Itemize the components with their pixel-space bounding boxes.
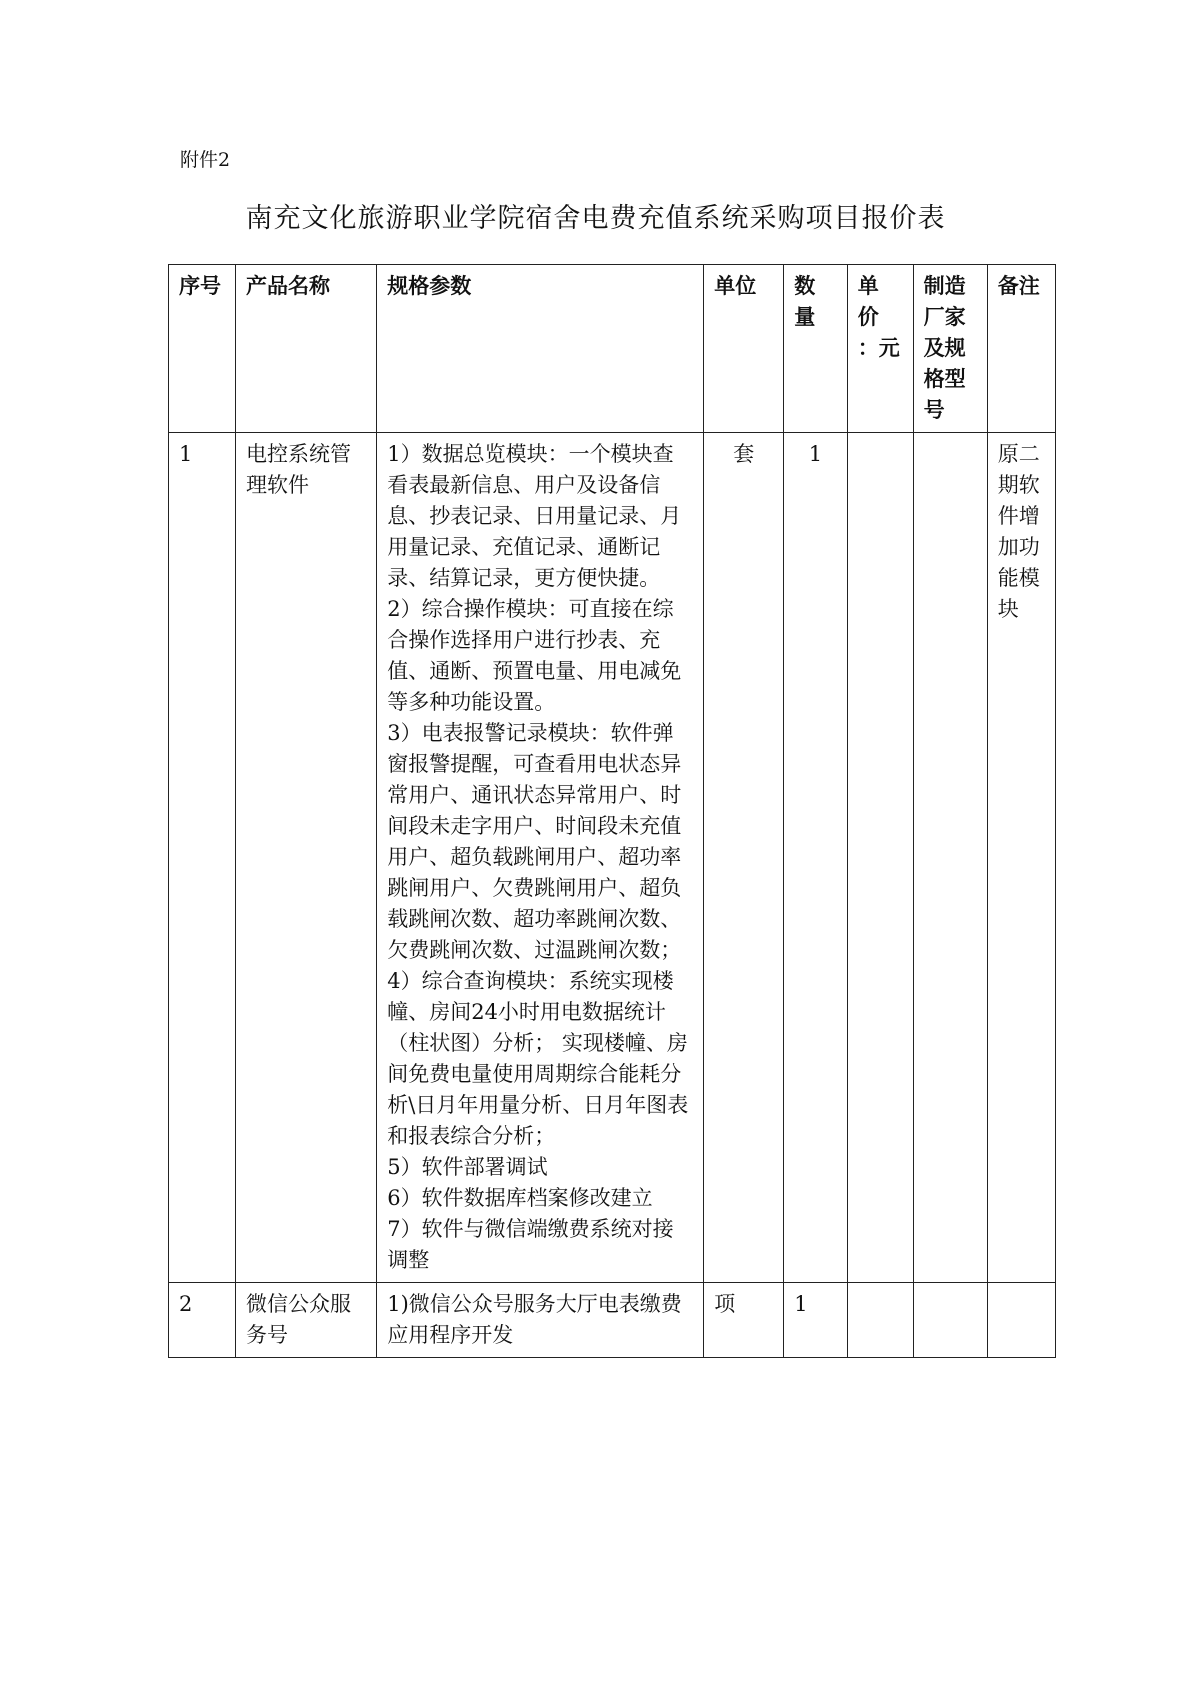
row-spec [377, 1283, 704, 1358]
spec-line: 3）电表报警记录模块：软件弹窗报警提醒，可查看用电状态异常用户、通讯状态异常用户、时间段未走字用户、时间段未充值用户、超负载跳闸用户、超功率跳闸用户、欠费跳闸用户、超负载跳闸次数、超功率跳闸次数、欠费跳闸次数、过温跳闸次数； [387, 721, 682, 962]
spec-line: 7）软件与微信端缴费系统对接调整 [387, 1217, 674, 1272]
table-row [169, 433, 1056, 1283]
row-unit: 套 [704, 433, 784, 1283]
row-remark [987, 1283, 1055, 1358]
spec-line: 4）综合查询模块：系统实现楼幢、房间24小时用电数据统计（柱状图）分析； 实现楼幢、房间免费电量使用周期综合能耗分析\日月年用量分析、日月年图表和报表综合分析； [387, 969, 689, 1148]
header-spec: 规格参数 [377, 265, 704, 433]
header-maker [913, 265, 987, 433]
row-maker [913, 1283, 987, 1358]
row-qty: 1 [784, 433, 848, 1283]
header-price [847, 265, 913, 433]
header-unit: 单位 [704, 265, 784, 433]
quote-table [168, 264, 1056, 1358]
spec-line: 1)微信公众号服务大厅电表缴费应用程序开发 [387, 1292, 682, 1347]
row-spec [377, 433, 704, 1283]
header-maker-text: 制造 厂家 及规 格型 号 [923, 274, 966, 422]
header-product-name: 产品名称 [236, 265, 377, 433]
header-remark: 备注 [987, 265, 1055, 433]
spec-line: 5）软件部署调试 [387, 1155, 548, 1179]
row-unit: 项 [704, 1283, 784, 1358]
header-qty [784, 265, 848, 433]
document-title: 南充文化旅游职业学院宿舍电费充值系统采购项目报价表 [245, 203, 946, 234]
attachment-label: 附件2 [180, 149, 231, 171]
spec-line: 6）软件数据库档案修改建立 [387, 1186, 653, 1210]
row-product-name: 电控系统管理软件 [236, 433, 377, 1283]
row-product-name: 微信公众服务号 [236, 1283, 377, 1358]
row-price [847, 433, 913, 1283]
row-price [847, 1283, 913, 1358]
header-no: 序号 [169, 265, 236, 433]
table-header-row [169, 265, 1056, 433]
spec-line: 1）数据总览模块：一个模块查看表最新信息、用户及设备信息、抄表记录、日用量记录、月用量记录、充值记录、通断记录、结算记录，更方便快捷。 [387, 442, 682, 590]
row-remark: 原二期软件增加功能模块 [987, 433, 1055, 1283]
table-row [169, 1283, 1056, 1358]
row-no: 2 [169, 1283, 236, 1358]
header-qty-text: 数 量 [794, 274, 816, 329]
row-qty: 1 [784, 1283, 848, 1358]
spec-line: 2）综合操作模块：可直接在综合操作选择用户进行抄表、充值、通断、预置电量、用电减免等多种功能设置。 [387, 597, 682, 714]
row-no: 1 [169, 433, 236, 1283]
header-price-text: 单 价 ：元 [857, 274, 900, 360]
row-maker [913, 433, 987, 1283]
